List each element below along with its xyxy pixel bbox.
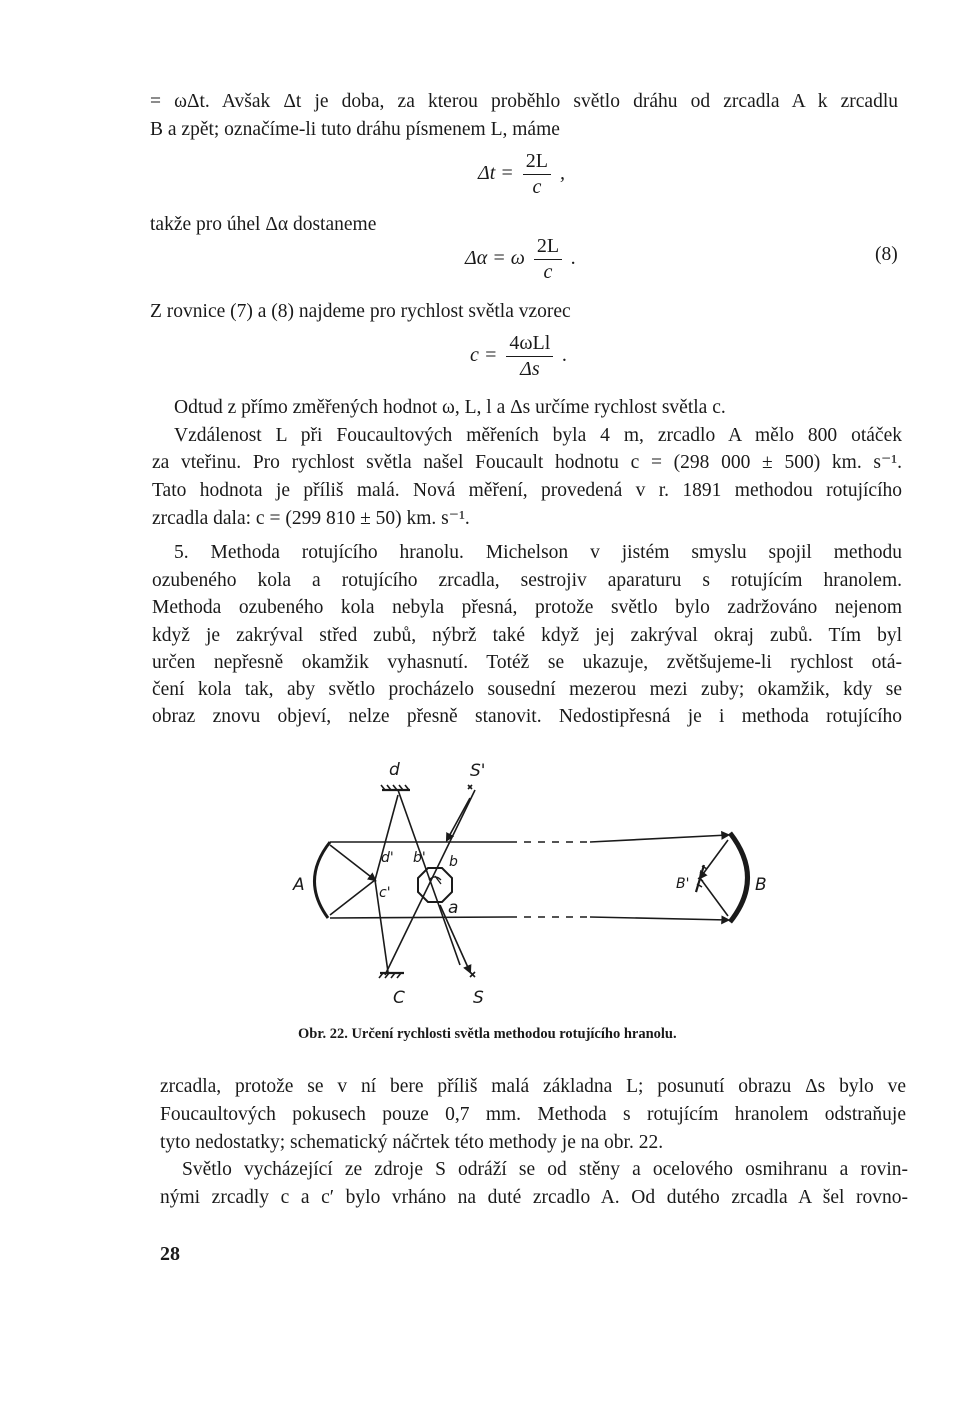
numerator: 4ωLl [506,332,553,357]
text-line: za vteřinu. Pro rychlost světla našel Foucault hodnotu c = (298 000 ± 500) km. s⁻¹. [152,452,902,473]
figure-caption: Obr. 22. Určení rychlosti světla methodou rotujícího hranolu. [298,1026,677,1042]
text-line: obraz znovu objeví, nelze přesně stanovit. Nedostipřesná je i methoda rotujícího [152,706,902,727]
text-line: Tato hodnota je příliš malá. Nová měření, provedená v r. 1891 methodou rotujícího [152,480,902,501]
text-line: Vzdálenost L při Foucaultových měřeních byla 4 m, zrcadlo A mělo 800 otáček [174,425,902,446]
concave-mirror-a [314,842,330,918]
text-line: tyto nedostatky; schematický náčrtek této methody je na obr. 22. [160,1132,664,1153]
equation-lhs: Δα = ω [465,247,525,270]
text-line: Methoda ozubeného kola nebyla přesná, protože světlo bylo zadržováno nejenom [152,597,902,618]
text-line: B a zpět; označíme-li tuto dráhu písmenem L, máme [150,119,560,140]
denominator: c [532,176,542,198]
label-b: b [449,854,458,870]
equation-number: (8) [875,244,898,265]
equation-punct: . [571,247,577,270]
text-line: zrcadla, protože se v ní bere příliš malá základna L; posunutí obrazu Δs bylo ve [160,1076,906,1097]
text-line: Foucaultových pokusech pouze 0,7 mm. Methoda s rotujícím hranolem odstraňuje [160,1104,906,1125]
numerator: 2L [523,150,551,175]
equation-punct: , [560,162,566,185]
numerator: 2L [534,235,562,260]
denominator: Δs [520,358,540,380]
label-a: a [448,898,459,918]
label-d: d [389,760,400,780]
text-line: Odtud z přímo změřených hodnot ω, L, l a Δs určíme rychlost světla c. [174,397,726,418]
label-a-upper: A [293,875,305,895]
equation-punct: . [562,344,568,367]
beam-lower [330,917,510,918]
label-c-prime: c' [379,885,391,901]
text-line: zrcadla dala: c = (299 810 ± 50) km. s⁻¹. [152,508,470,529]
text-line: nými zrcadly c a c′ bylo vrháno na duté zrcadlo A. Od dutého zrcadla A šel rovno- [160,1187,908,1208]
concave-mirror-b [730,833,748,922]
equation-lhs: c = [470,344,498,367]
text-line: Světlo vycházející ze zdroje S odráží se od stěny a ocelového osmihranu a rovin- [182,1159,908,1180]
page-number: 28 [160,1243,180,1265]
label-c: C [393,988,405,1008]
beam-lower-right [590,917,728,920]
text-line: když je zakrýval střed zubů, nýbrž také když jej zakrýval okraj zubů. Tím byl [152,625,902,646]
label-b-prime: b' [413,850,426,866]
text-line: určen nepřesně okamžik vyhasnutí. Totéž se ukazuje, zvětšujeme-li rychlost otá- [152,652,902,673]
label-s: S [473,988,484,1008]
label-d-prime: d' [381,850,394,866]
text-line: takže pro úhel Δα dostaneme [150,214,377,235]
equation-lhs: Δt = [478,162,514,185]
text-line: 5. Methoda rotujícího hranolu. Michelson v jistém smyslu spojil methodu [174,542,902,563]
text-line: ozubeného kola a rotujícího zrcadla, sestrojiv aparaturu s rotujícím hranolem. [152,570,902,591]
text-line: čení kola tak, aby světlo procházelo sousední mezerou mezi zuby; okamžik, kdy se [152,679,902,700]
beam-upper-right [590,835,728,842]
label-b-upper: B [755,875,767,895]
label-b-upper-prime: B' [676,876,690,892]
label-s-prime: S' [470,761,486,781]
denominator: c [543,261,553,283]
text-line: Z rovnice (7) a (8) najdeme pro rychlost světla vzorec [150,301,571,322]
text-line: = ωΔt. Avšak Δt je doba, za kterou proběhlo světlo dráhu od zrcadla A k zrcadlu [150,91,898,112]
